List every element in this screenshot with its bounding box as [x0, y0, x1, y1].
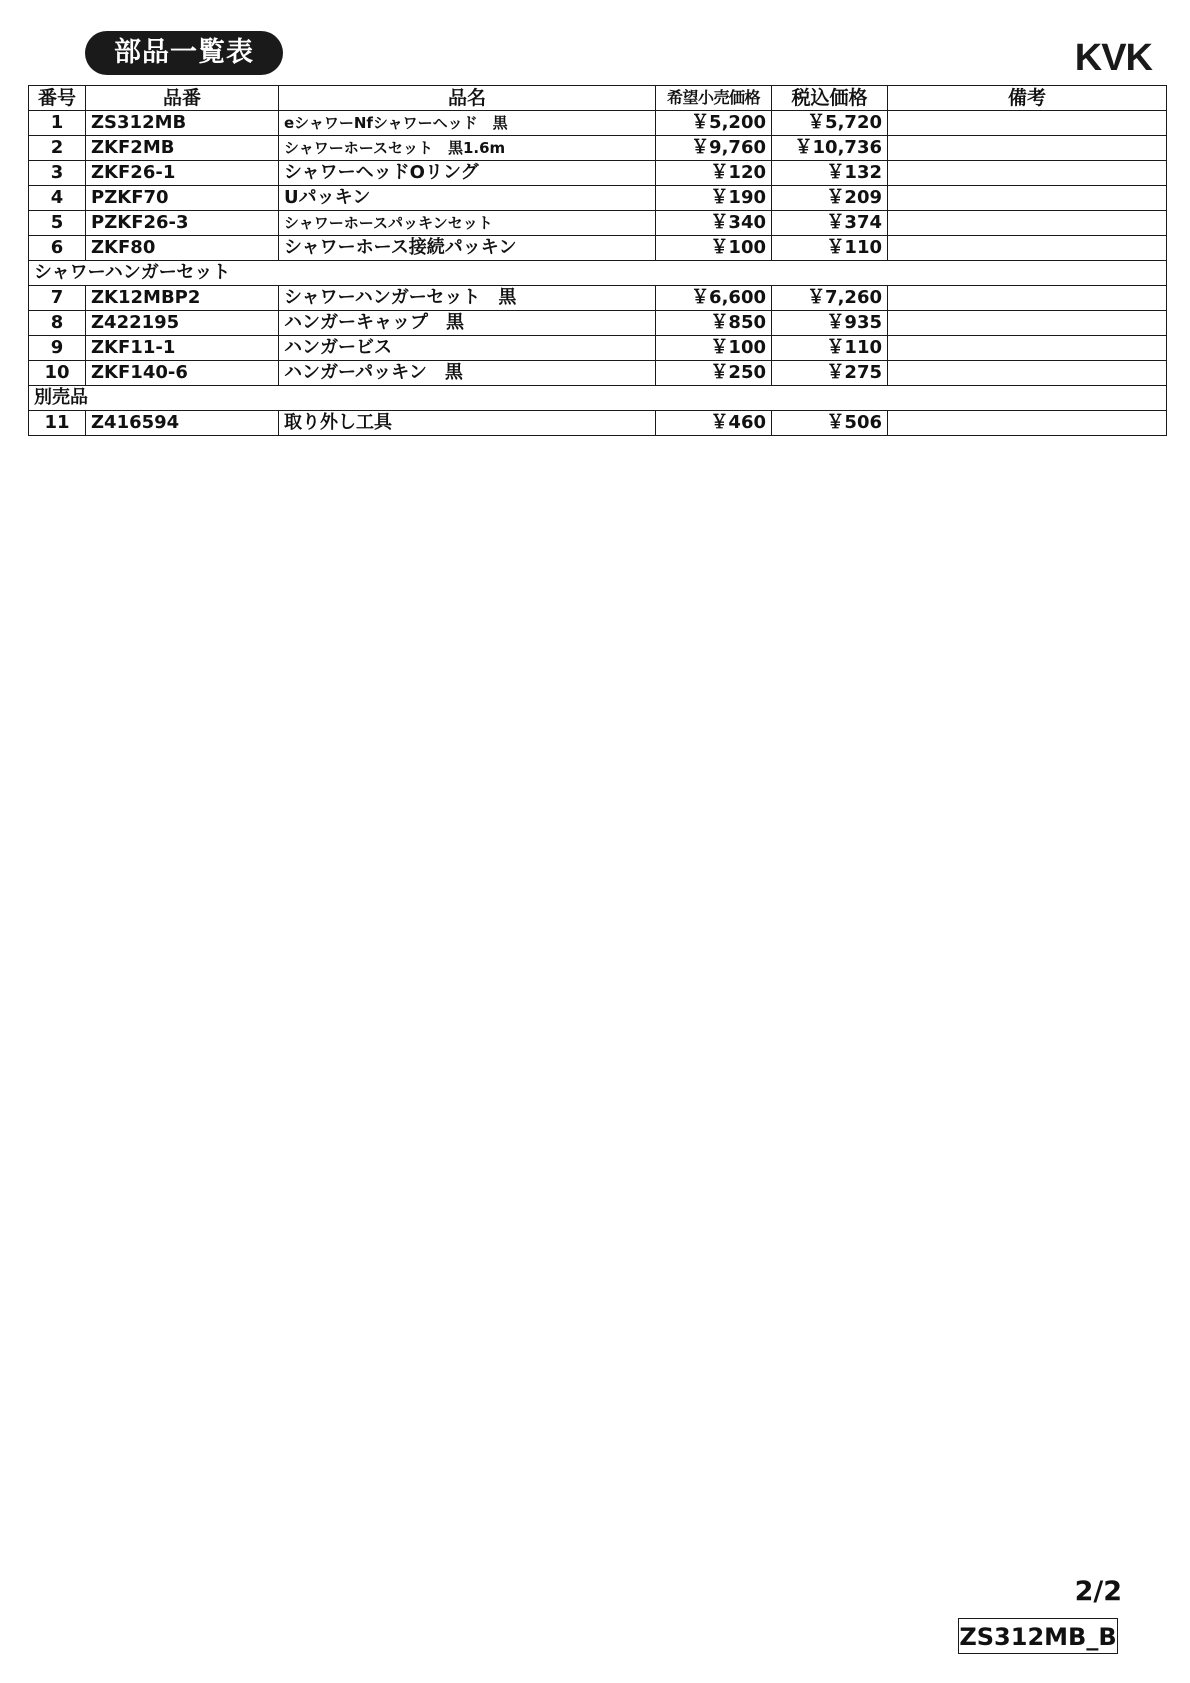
table-row	[29, 186, 1167, 211]
tax-incl-price: ￥209	[772, 186, 888, 211]
remarks	[888, 286, 1167, 311]
table-row	[29, 236, 1167, 261]
page-number: 2/2	[1074, 1576, 1122, 1607]
part-code: ZKF140-6	[86, 361, 279, 386]
row-number: 7	[29, 286, 86, 311]
tax-incl-price: ￥275	[772, 361, 888, 386]
page-title: 部品一覧表	[85, 31, 283, 75]
remarks	[888, 211, 1167, 236]
remarks	[888, 336, 1167, 361]
part-name: シャワーホースパッキンセット	[279, 211, 656, 236]
section-row-separate-items	[29, 386, 1167, 411]
part-name: シャワーハンガーセット 黒	[279, 286, 656, 311]
retail-price: ￥340	[656, 211, 772, 236]
part-name: シャワーヘッドOリング	[279, 161, 656, 186]
tax-incl-price: ￥132	[772, 161, 888, 186]
column-header-retail-price: 希望小売価格	[656, 86, 772, 111]
remarks	[888, 311, 1167, 336]
part-name: ハンガービス	[279, 336, 656, 361]
column-header-remarks: 備考	[888, 86, 1167, 111]
retail-price: ￥5,200	[656, 111, 772, 136]
retail-price: ￥460	[656, 411, 772, 436]
parts-table	[28, 85, 1167, 436]
row-number: 5	[29, 211, 86, 236]
tax-incl-price: ￥935	[772, 311, 888, 336]
row-number: 10	[29, 361, 86, 386]
row-number: 8	[29, 311, 86, 336]
table-row	[29, 336, 1167, 361]
brand-logo: KVK	[1074, 37, 1152, 79]
part-code: ZS312MB	[86, 111, 279, 136]
row-number: 1	[29, 111, 86, 136]
part-code: PZKF26-3	[86, 211, 279, 236]
retail-price: ￥100	[656, 236, 772, 261]
column-header-code: 品番	[86, 86, 279, 111]
document-code: ZS312MB_B	[958, 1618, 1118, 1654]
part-code: ZKF26-1	[86, 161, 279, 186]
retail-price: ￥9,760	[656, 136, 772, 161]
table-header-row	[29, 86, 1167, 111]
part-code: ZK12MBP2	[86, 286, 279, 311]
remarks	[888, 361, 1167, 386]
table-row	[29, 111, 1167, 136]
part-name: シャワーホースセット 黒1.6m	[279, 136, 656, 161]
row-number: 4	[29, 186, 86, 211]
retail-price: ￥250	[656, 361, 772, 386]
column-header-no: 番号	[29, 86, 86, 111]
section-title-hanger-set: シャワーハンガーセット	[29, 261, 1167, 286]
tax-incl-price: ￥506	[772, 411, 888, 436]
section-title-separate-items: 別売品	[29, 386, 1167, 411]
remarks	[888, 236, 1167, 261]
tax-incl-price: ￥5,720	[772, 111, 888, 136]
table-row	[29, 411, 1167, 436]
row-number: 9	[29, 336, 86, 361]
table-row	[29, 161, 1167, 186]
table-row	[29, 311, 1167, 336]
retail-price: ￥120	[656, 161, 772, 186]
tax-incl-price: ￥374	[772, 211, 888, 236]
table-row	[29, 136, 1167, 161]
tax-incl-price: ￥110	[772, 236, 888, 261]
row-number: 2	[29, 136, 86, 161]
row-number: 3	[29, 161, 86, 186]
part-name: eシャワーNfシャワーヘッド 黒	[279, 111, 656, 136]
part-code: PZKF70	[86, 186, 279, 211]
column-header-name: 品名	[279, 86, 656, 111]
section-row-hanger-set	[29, 261, 1167, 286]
part-name: ハンガーキャップ 黒	[279, 311, 656, 336]
remarks	[888, 111, 1167, 136]
part-name: 取り外し工具	[279, 411, 656, 436]
row-number: 6	[29, 236, 86, 261]
column-header-tax-incl-price: 税込価格	[772, 86, 888, 111]
retail-price: ￥100	[656, 336, 772, 361]
table-row	[29, 361, 1167, 386]
part-code: ZKF80	[86, 236, 279, 261]
table-row	[29, 286, 1167, 311]
remarks	[888, 411, 1167, 436]
remarks	[888, 161, 1167, 186]
part-code: ZKF11-1	[86, 336, 279, 361]
row-number: 11	[29, 411, 86, 436]
retail-price: ￥850	[656, 311, 772, 336]
part-code: Z416594	[86, 411, 279, 436]
retail-price: ￥6,600	[656, 286, 772, 311]
tax-incl-price: ￥7,260	[772, 286, 888, 311]
remarks	[888, 186, 1167, 211]
tax-incl-price: ￥110	[772, 336, 888, 361]
part-name: シャワーホース接続パッキン	[279, 236, 656, 261]
table-row	[29, 211, 1167, 236]
part-name: ハンガーパッキン 黒	[279, 361, 656, 386]
part-code: Z422195	[86, 311, 279, 336]
remarks	[888, 136, 1167, 161]
retail-price: ￥190	[656, 186, 772, 211]
part-code: ZKF2MB	[86, 136, 279, 161]
part-name: Uパッキン	[279, 186, 656, 211]
tax-incl-price: ￥10,736	[772, 136, 888, 161]
